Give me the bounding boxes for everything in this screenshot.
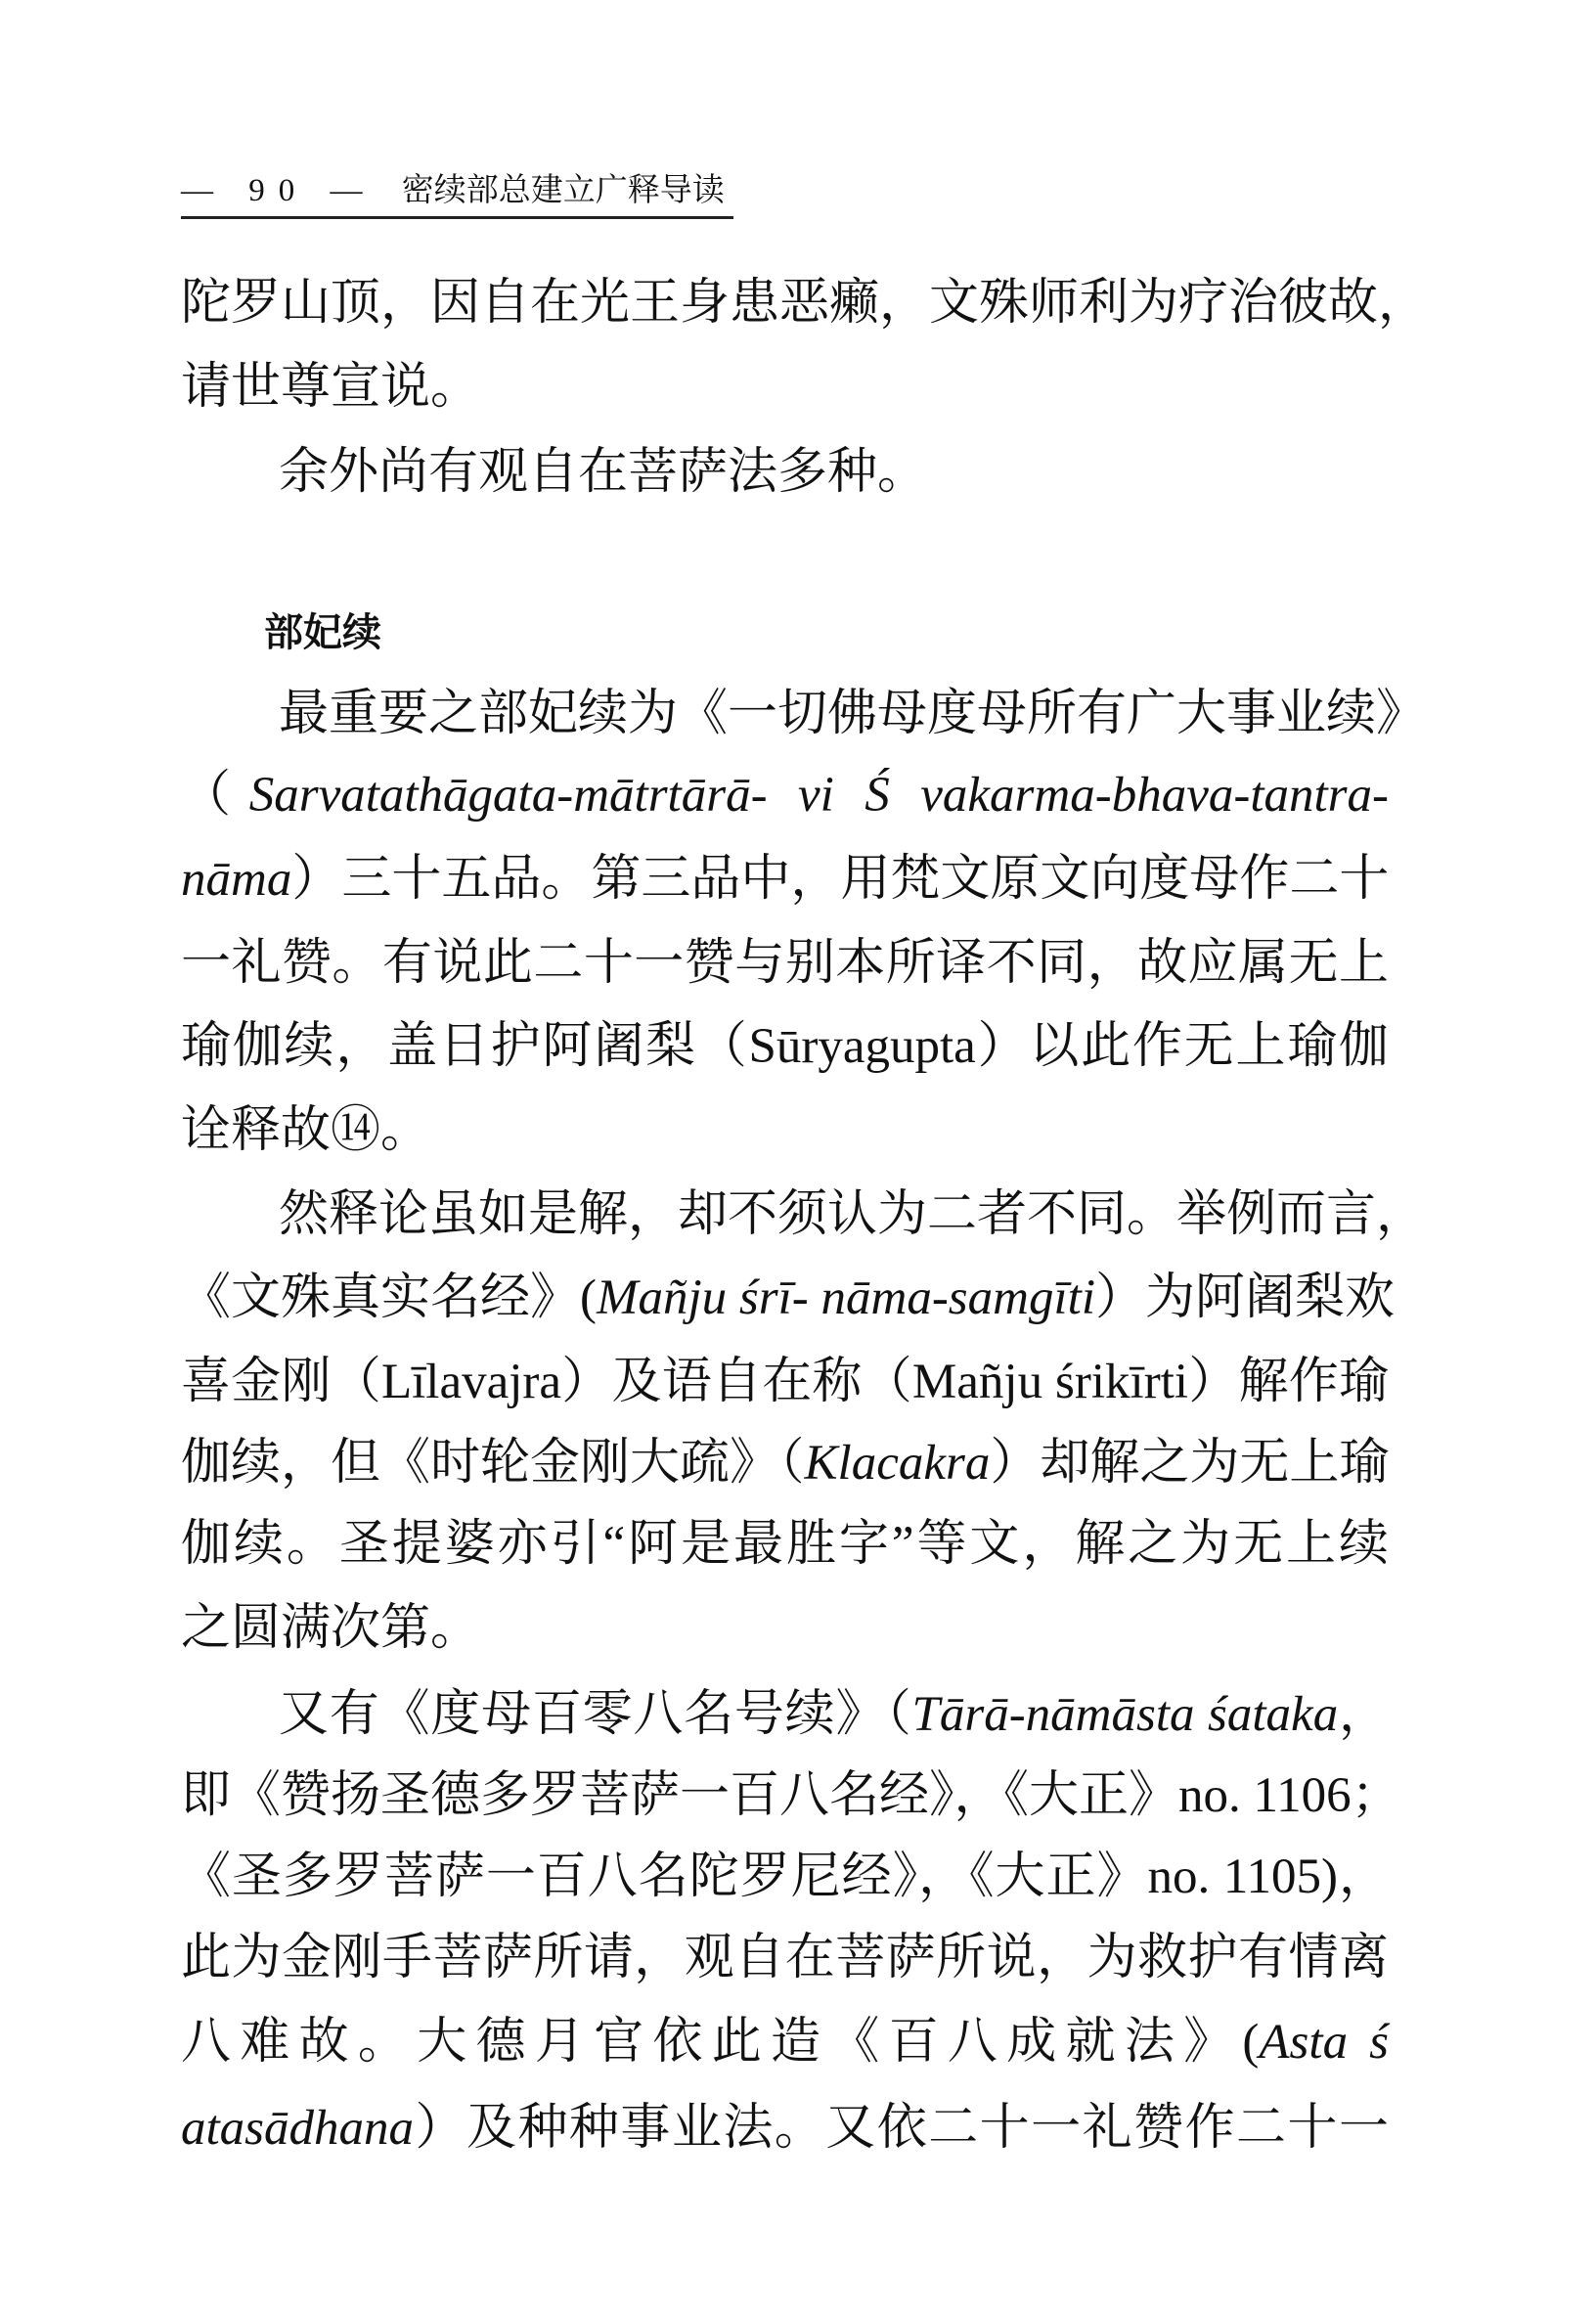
text-segment: 此为金刚手菩萨所请，观自在菩萨所说，为救护有情离 bbox=[181, 1931, 1389, 1985]
text-segment: 喜金刚（Līlavajra）及语自在称（Mañju śrikīrti）解作瑜 bbox=[181, 1355, 1389, 1409]
text-segment: ， bbox=[1338, 1687, 1389, 1742]
text-line bbox=[181, 1515, 1389, 1574]
text-segment: 又有《度母百零八名号续》（ bbox=[279, 1687, 912, 1742]
italic-term: atasādhana bbox=[181, 2101, 415, 2156]
text-line bbox=[181, 2013, 1389, 2072]
text-segment: ）为阿阇梨欢 bbox=[1094, 1270, 1395, 1325]
text-line bbox=[181, 934, 1389, 993]
text-line bbox=[181, 1017, 1389, 1076]
text-line bbox=[181, 850, 1389, 909]
text-line bbox=[181, 274, 1429, 333]
text-segment: 伽续，但《时轮金刚大疏》（ bbox=[181, 1436, 805, 1491]
text-segment: 陀罗山顶，因自在光王身患恶癞，文殊师利为疗治彼故， bbox=[181, 276, 1429, 331]
text-segment: 瑜伽续，盖日护阿阇梨（Sūryagupta）以此作无上瑜伽 bbox=[181, 1019, 1389, 1074]
text-line bbox=[181, 1766, 1401, 1825]
text-segment: ）及种种事业法。又依二十一礼赞作二十一 bbox=[414, 2101, 1389, 2156]
text-segment: 一礼赞。有说此二十一赞与别本所译不同，故应属无上 bbox=[181, 936, 1389, 991]
text-segment: 八难故。大德月官依此造《百八成就法》( bbox=[181, 2015, 1260, 2070]
text-line bbox=[181, 766, 1389, 824]
text-segment: 请世尊宣说。 bbox=[181, 360, 481, 415]
text-line bbox=[181, 2099, 1389, 2158]
book-title: 密续部总建立广释导读 bbox=[401, 173, 725, 208]
italic-term: Sarvatathāgata-mātrtārā- vi Ś vakarma-bhava-tantra- bbox=[248, 768, 1389, 823]
italic-term: Asta ś bbox=[1259, 2015, 1389, 2070]
italic-term: Tārā-nāmāsta śataka bbox=[911, 1687, 1339, 1742]
text-line bbox=[279, 1185, 1427, 1244]
text-line bbox=[181, 1599, 1389, 1658]
text-line bbox=[181, 358, 1389, 417]
text-segment: 伽续。圣提婆亦引“阿是最胜字”等文，解之为无上续 bbox=[181, 1517, 1389, 1572]
text-line bbox=[181, 1848, 1389, 1906]
text-line bbox=[181, 1101, 1389, 1160]
text-segment: 之圆满次第。 bbox=[181, 1601, 481, 1656]
text-line bbox=[279, 685, 1427, 743]
text-line bbox=[181, 1434, 1389, 1493]
page-number: — 90 — bbox=[181, 173, 377, 208]
text-line bbox=[181, 1929, 1389, 1987]
text-segment: 《文殊真实名经》( bbox=[181, 1270, 597, 1325]
text-segment: ）却解之为无上瑜 bbox=[990, 1436, 1390, 1491]
text-line bbox=[279, 443, 1389, 502]
italic-term: Klacakra bbox=[804, 1436, 991, 1491]
text-segment: 《圣多罗菩萨一百八名陀罗尼经》，《大正》no. 1105)， bbox=[181, 1849, 1389, 1904]
italic-term: nāma bbox=[181, 852, 292, 907]
text-segment: 最重要之部妃续为《一切佛母度母所有广大事业续》 bbox=[279, 687, 1427, 741]
text-segment: （ bbox=[181, 768, 249, 823]
text-segment: ）三十五品。第三品中，用梵文原文向度母作二十 bbox=[291, 852, 1390, 907]
italic-term: Mañju śrī- nāma-samgīti bbox=[596, 1270, 1095, 1325]
text-segment: 然释论虽如是解，却不须认为二者不同。举例而言， bbox=[279, 1187, 1427, 1242]
text-segment: 诠释故⑭。 bbox=[181, 1103, 431, 1158]
text-segment: 即《赞扬圣德多罗菩萨一百八名经》，《大正》no. 1106； bbox=[181, 1768, 1401, 1823]
running-header bbox=[181, 164, 733, 219]
text-line bbox=[181, 1269, 1395, 1327]
section-heading: 部妃续 bbox=[264, 610, 381, 655]
text-segment: 余外尚有观自在菩萨法多种。 bbox=[279, 445, 928, 500]
text-line bbox=[279, 1685, 1389, 1744]
text-line bbox=[181, 1353, 1389, 1411]
